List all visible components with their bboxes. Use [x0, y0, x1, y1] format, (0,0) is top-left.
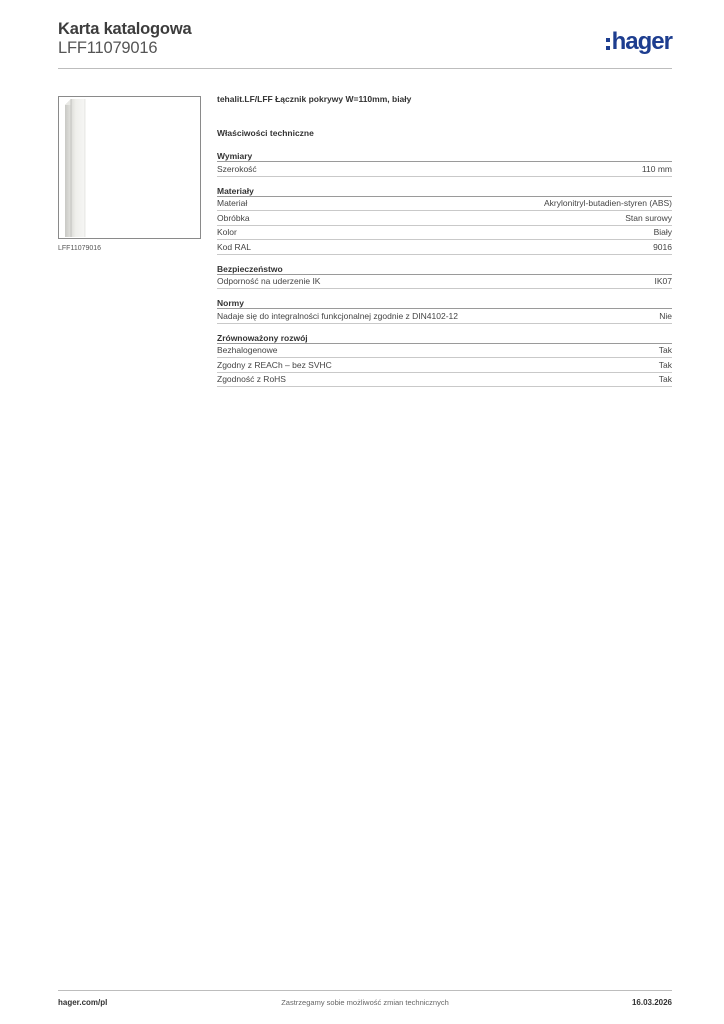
spec-row [217, 275, 672, 290]
spec-value: Tak [658, 359, 672, 370]
footer-website-link[interactable]: hager.com/pl [58, 998, 108, 1007]
spec-value: Biały [653, 227, 672, 238]
section-dimensions [217, 150, 672, 177]
spec-row [217, 344, 672, 359]
section-title: Materiały [217, 185, 672, 197]
spec-label: Bezhalogenowe [217, 345, 278, 356]
spec-label: Kolor [217, 227, 237, 238]
spec-label: Nadaje się do integralności funkcjonalnej zgodnie z DIN4102-12 [217, 310, 458, 321]
spec-value: IK07 [654, 276, 672, 287]
section-materials [217, 185, 672, 255]
spec-value: 9016 [653, 241, 672, 252]
product-name: tehalit.LF/LFF Łącznik pokrywy W=110mm, biały [217, 94, 412, 104]
spec-row [217, 373, 672, 388]
section-title: Bezpieczeństwo [217, 263, 672, 275]
spec-label: Zgodny z REACh – bez SVHC [217, 359, 332, 370]
spec-value: 110 mm [641, 163, 672, 174]
page-footer [58, 998, 672, 1012]
spec-row [217, 226, 672, 241]
spec-content [217, 94, 672, 387]
document-title: Karta katalogowa [58, 20, 192, 38]
image-caption: LFF11079016 [58, 245, 102, 252]
section-safety [217, 263, 672, 290]
logo-colon-icon [606, 31, 610, 53]
spec-value: Stan surowy [625, 212, 672, 223]
spec-row [217, 197, 672, 212]
spec-row [217, 309, 672, 324]
spec-label: Kod RAL [217, 241, 252, 252]
footer-divider [58, 990, 672, 991]
header-divider [58, 68, 672, 69]
spec-label: Odporność na uderzenie IK [217, 276, 321, 287]
spec-label: Zgodność z RoHS [217, 374, 286, 385]
spec-value: Nie [659, 310, 672, 321]
spec-value: Tak [658, 374, 672, 385]
footer-date: 16.03.2026 [631, 998, 672, 1007]
hager-logo [606, 28, 672, 56]
page-header [58, 20, 672, 70]
footer-disclaimer: Zastrzegamy sobie możliwość zmian technicznych [281, 998, 449, 1007]
spec-value: Tak [658, 345, 672, 356]
properties-heading: Właściwości techniczne [217, 128, 314, 138]
section-standards [217, 297, 672, 324]
section-title: Normy [217, 297, 672, 309]
product-image-frame [58, 96, 201, 239]
product-code: LFF11079016 [58, 39, 158, 57]
section-title: Wymiary [217, 150, 672, 162]
spec-row [217, 240, 672, 255]
spec-row [217, 162, 672, 177]
spec-label: Obróbka [217, 212, 250, 223]
section-title: Zrównoważony rozwój [217, 332, 672, 344]
spec-label: Szerokość [217, 163, 257, 174]
product-image [59, 97, 200, 238]
spec-value: Akrylonitryl-butadien-styren (ABS) [543, 198, 672, 209]
logo-text: hager [611, 28, 672, 55]
spec-row [217, 211, 672, 226]
spec-row [217, 358, 672, 373]
section-sustainability [217, 332, 672, 388]
spec-label: Materiał [217, 198, 248, 209]
